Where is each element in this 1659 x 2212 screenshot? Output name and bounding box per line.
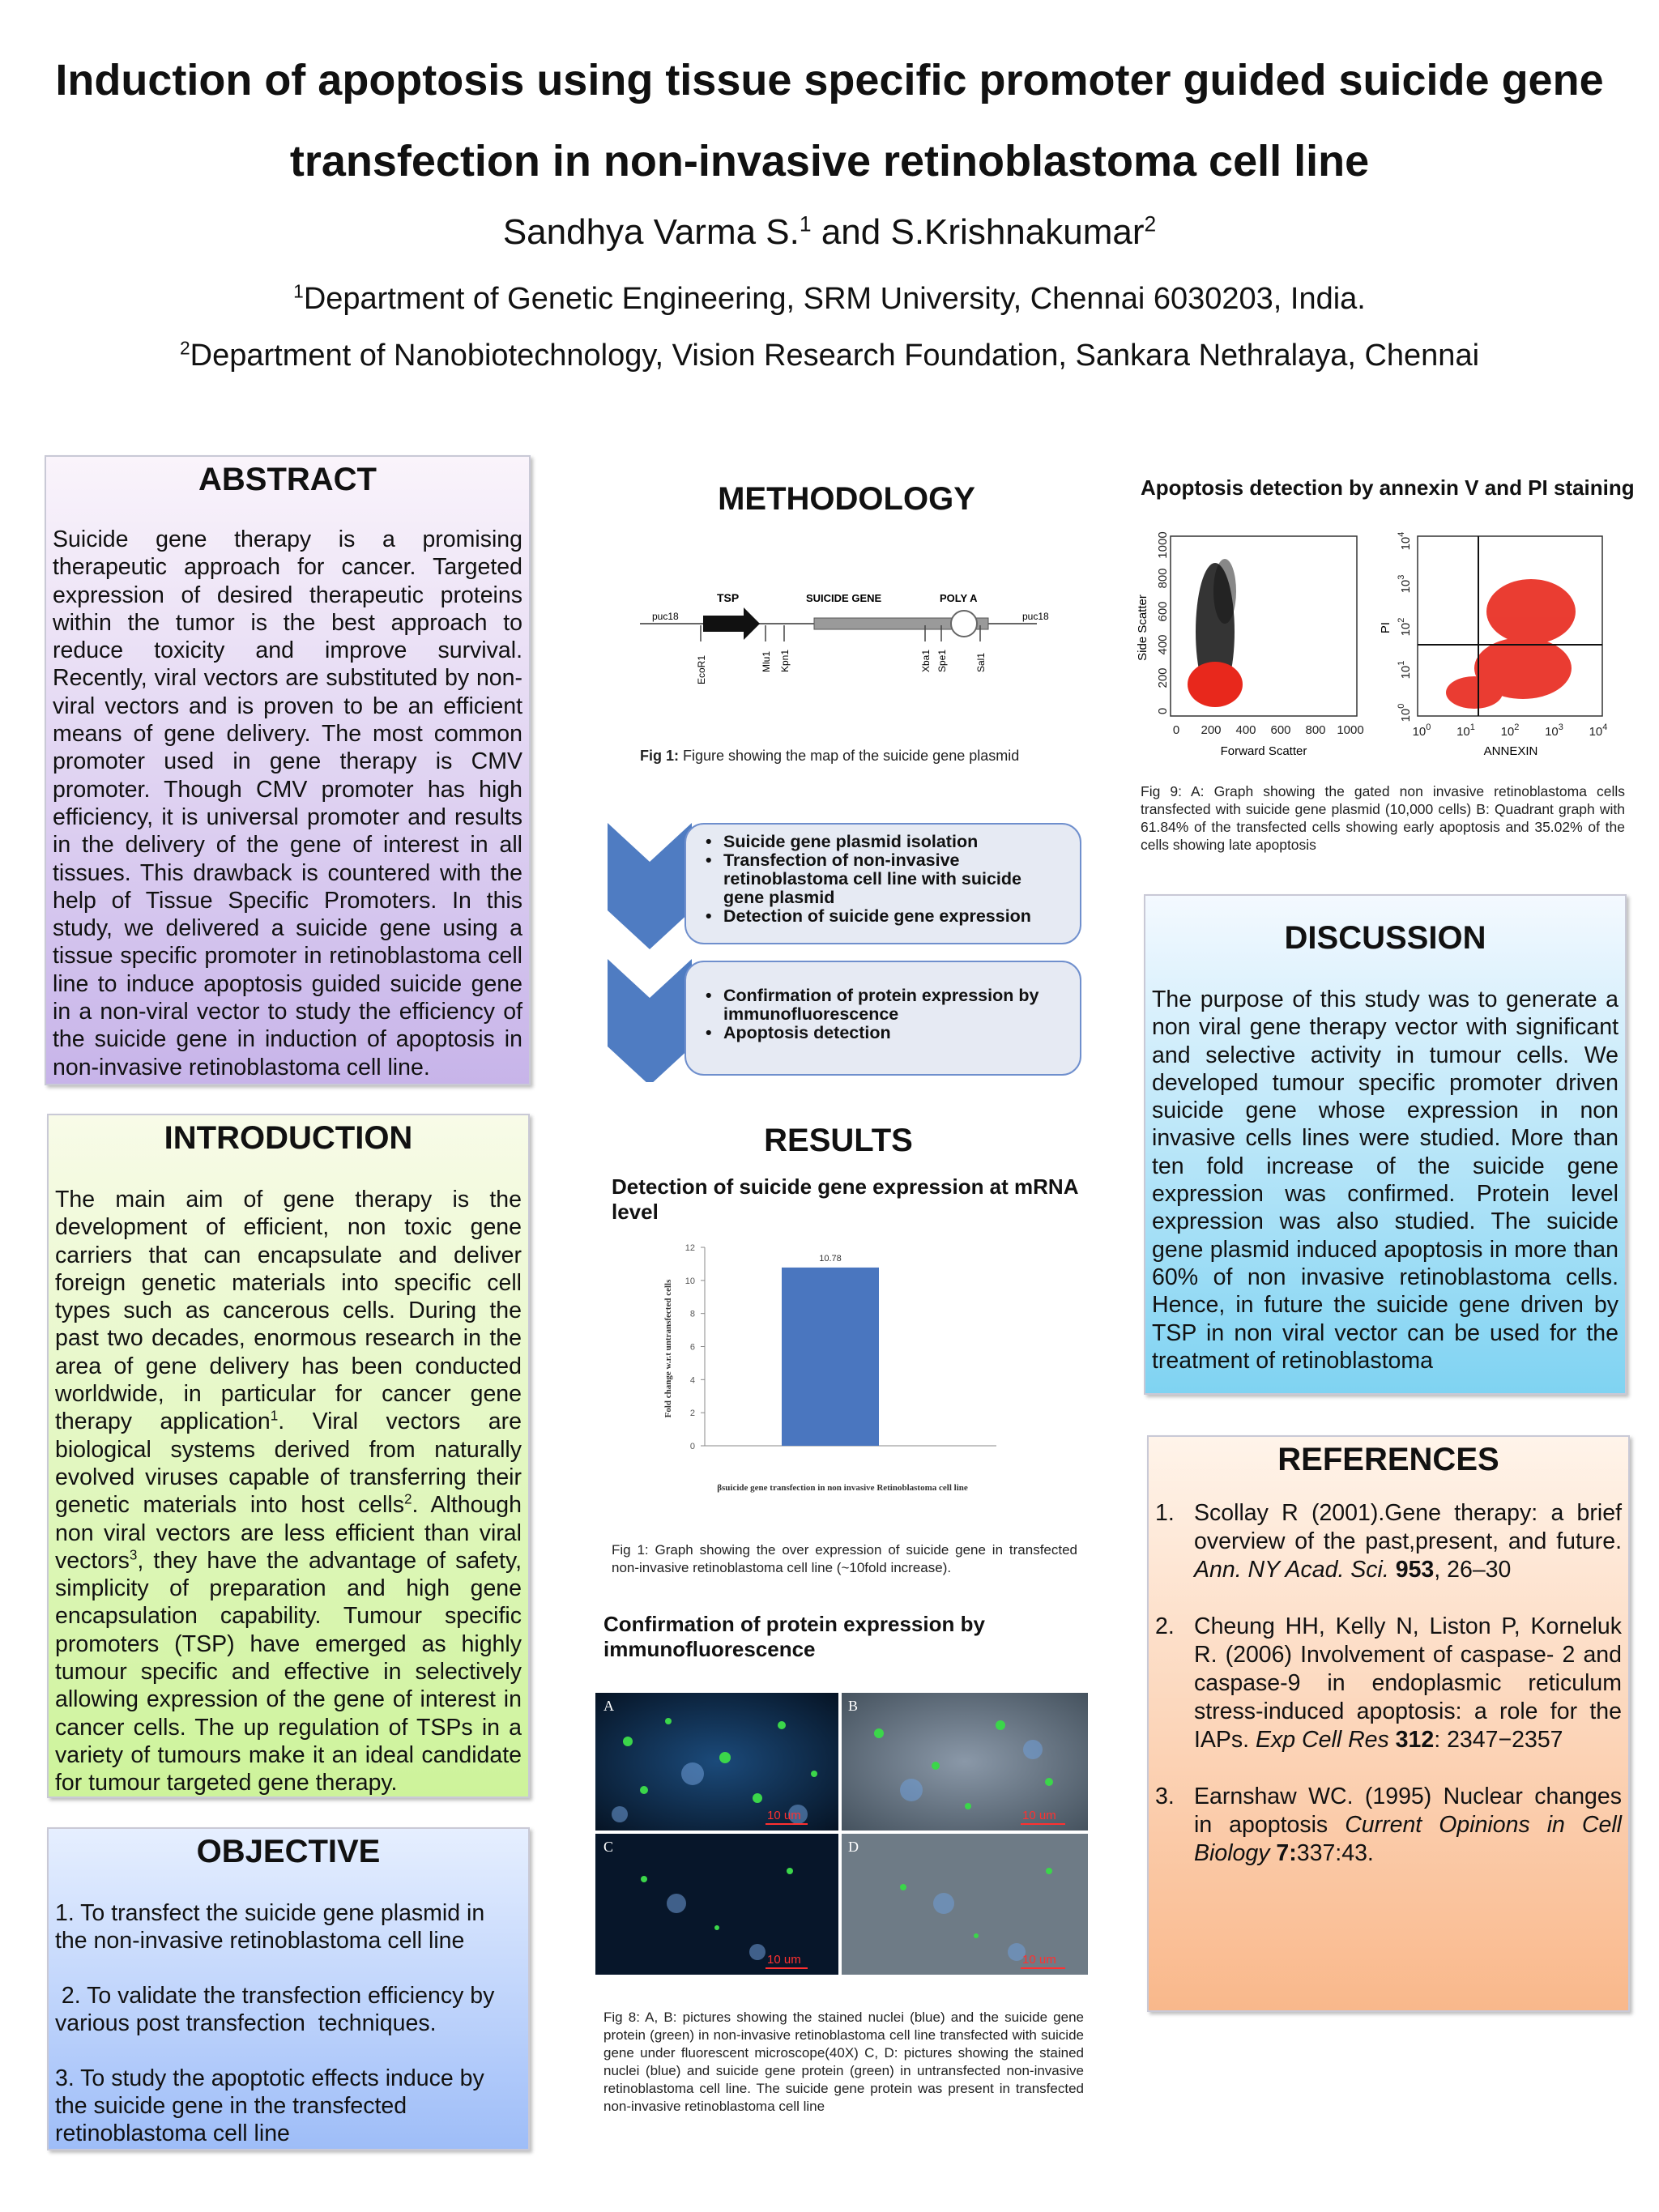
site-ecor1: EcoR1 — [696, 654, 707, 684]
intro-ref-2: 2 — [403, 1491, 412, 1507]
bar-data-label: 10.78 — [819, 1253, 842, 1264]
results-heading: RESULTS — [764, 1123, 913, 1158]
plot-a-y-tick: 600 — [1156, 601, 1170, 622]
intro-ref-3: 3 — [129, 1547, 138, 1563]
bar-y-tick-label: 2 — [689, 1409, 695, 1419]
bar-y-tick-label: 10 — [684, 1276, 695, 1286]
abstract-heading: ABSTRACT — [198, 462, 377, 497]
panel-c — [595, 1834, 838, 1975]
chevron-2 — [608, 959, 692, 1082]
introduction-text — [55, 1186, 522, 1797]
chevron-1 — [608, 823, 692, 949]
if-panels-svg — [595, 1693, 1088, 1975]
author-2: S.Krishnakumar — [890, 212, 1145, 252]
scale-c: 10 um — [767, 1953, 801, 1967]
author-and: and — [821, 212, 881, 252]
bar-y-tick-label: 0 — [689, 1442, 695, 1451]
plot-b-y-tick: $10^1$ — [1397, 660, 1413, 680]
affiliation-2-sup: 2 — [179, 337, 190, 359]
plot-b-x-tick: $10^3$ — [1545, 722, 1563, 739]
references-heading: REFERENCES — [1277, 1442, 1499, 1477]
flow2-item-2: • Apoptosis detection — [706, 1024, 1067, 1042]
plot-a-x-tick: 1000 — [1337, 723, 1364, 737]
scale-a: 10 um — [767, 1809, 801, 1822]
label-tsp: TSP — [717, 591, 740, 604]
scale-b: 10 um — [1022, 1809, 1056, 1822]
bar-y-tick-label: 12 — [684, 1243, 695, 1253]
reference-1-volume: 953 — [1388, 1557, 1435, 1583]
plot-b-x-tick: $10^0$ — [1412, 722, 1431, 739]
author-1: Sandhya Varma S. — [502, 212, 800, 252]
label-puc-left: puc18 — [652, 611, 679, 622]
intro-part-4: , they have the advantage of safety, simplicity of preparation and high gene encapsulation capability. Tumour specific promoters (TSP) have emerged as highly tumour specific and effective in selectively allowing expression of the gene of interest in cancer cells. The up regulation of TSPs in a variety of tumours make it an ideal candidate for tumour targeted gene therapy. — [55, 1547, 522, 1796]
bar-chart — [624, 1239, 1013, 1507]
fig9-caption: Fig 9: A: Graph showing the gated non invasive retinoblastoma cells transfected with suicide gene plasmid (10,000 cells) B: Quadrant graph with 61.84% of the transfected cells showing early apoptosis and 35.02% of the cells showing late apoptosis — [1141, 783, 1625, 853]
fig8-caption: Fig 8: A, B: pictures showing the stained nuclei (blue) and the suicide gene protein (green) in non-invasive retinoblastoma cell line transfected with suicide gene under fluorescent microscope(40X) C, D: pictures showing the stained nuclei (blue) and suicide gene protein (green) in untransfected non-invasive retinoblastoma cell line. The suicide gene protein was present in transfected non-invasive retinoblastoma cell line — [603, 2010, 1084, 2114]
plot-b-y-tick: $10^4$ — [1397, 531, 1413, 551]
reference-1-pages: , 26–30 — [1434, 1557, 1512, 1583]
intro-part-1: The main aim of gene therapy is the development of efficient, non toxic gene carriers that can encapsulate and deliver foreign genetic materials into specific cell types such as cancerous cells. During the past two decades, enormous research in the area of gene delivery has been conducted worldwide, in particular for cancer gene therapy application — [55, 1187, 522, 1435]
bar-y-tick-label: 6 — [689, 1342, 695, 1353]
affiliation-2 — [0, 339, 1659, 373]
intro-ref-1: 1 — [270, 1408, 279, 1424]
bar-y-label: Fold change w.r.t untransfected cells — [663, 1279, 673, 1418]
abstract-section — [45, 455, 531, 1085]
plasmid-map — [640, 583, 1077, 697]
plot-a-x-tick: 400 — [1235, 723, 1256, 737]
immunofluorescence-figure — [595, 1693, 1088, 1975]
plot-b-xlabel: ANNEXIN — [1483, 744, 1538, 758]
plot-a-y-tick: 1000 — [1156, 531, 1170, 559]
poster-title-line2: transfection in non-invasive retinoblastoma cell line — [289, 137, 1370, 185]
bar-y-tick-label: 4 — [689, 1375, 695, 1386]
affiliation-2-text: Department of Nanobiotechnology, Vision Research Foundation, Sankara Nethralaya, Chennai — [190, 339, 1480, 373]
poly-a-circle — [951, 611, 977, 637]
panel-d-label: D — [848, 1839, 859, 1855]
plot-a-y-tick: 200 — [1156, 667, 1170, 688]
site-sal1: Sal1 — [975, 652, 987, 672]
plot-a-y-tick: 400 — [1156, 634, 1170, 655]
reference-3-journal: Current Opinions in Cell Biology — [1194, 1812, 1622, 1866]
reference-3 — [1155, 1783, 1622, 1868]
reference-1-num: 1. — [1155, 1500, 1175, 1526]
discussion-text: The purpose of this study was to generate a non viral gene therapy vector with significant and selective activity in tumour cells. We developed tumour specific promoter driven suicide gene whose expression in non invasive cells lines were studied. More than ten fold increase of the suicide gene expression was confirmed. Protein level expression was also studied. The suicide gene plasmid induced apoptosis in more than 60% of non invasive retinoblastoma cells. Hence, in future the suicide gene driven by TSP in non viral vector can be used for the treatment of retinoblastoma — [1152, 987, 1618, 1374]
reference-2 — [1155, 1613, 1622, 1754]
reference-3-volume: 7: — [1269, 1840, 1297, 1866]
reference-1-text: Scollay R (2001).Gene therapy: a brief overview of the past,present, and future. — [1194, 1500, 1622, 1554]
reference-2-text: Cheung HH, Kelly N, Liston P, Korneluk R. (2006) Involvement of caspase- 2 and caspase-9 in endoplasmic reticulum stress-induced apoptosis: a role for the IAPs. — [1194, 1613, 1622, 1753]
plot-b-ylabel: PI — [1379, 621, 1392, 634]
bar-x-label: βsuicide gene transfection in non invasive Retinoblastoma cell line — [717, 1483, 968, 1493]
site-xba1: Xba1 — [920, 649, 932, 672]
flow-step-2 — [684, 961, 1081, 1076]
plot-a-gated-population — [1188, 662, 1243, 707]
plot-b-x-tick: $10^2$ — [1500, 722, 1520, 739]
reference-2-journal: Exp Cell Res — [1256, 1727, 1389, 1753]
intro-part-3: . Although non viral vectors are less efficient than viral vectors — [55, 1492, 522, 1574]
mrna-title: Detection of suicide gene expression at mRNA level — [612, 1174, 1078, 1224]
plot-b-x-tick: $10^4$ — [1589, 722, 1608, 739]
tsp-arrow — [703, 607, 760, 640]
intro-part-2: . Viral vectors are biological systems derived from naturally evolved viruses capable of transferring their genetic materials into host cells — [55, 1409, 522, 1519]
reference-1 — [1155, 1499, 1622, 1584]
discussion-section — [1144, 894, 1627, 1395]
methodology-heading: METHODOLOGY — [718, 481, 975, 517]
reference-2-pages: : 2347−2357 — [1434, 1727, 1563, 1753]
flow-step-1 — [684, 823, 1081, 944]
scale-d: 10 um — [1022, 1953, 1056, 1967]
plot-b-y-tick: $10^3$ — [1397, 574, 1413, 594]
reference-2-num: 2. — [1155, 1613, 1175, 1639]
bar-y-tick-label: 8 — [689, 1309, 695, 1319]
label-suicide-gene: SUICIDE GENE — [806, 592, 882, 604]
objective-item-1: 1. To transfect the suicide gene plasmid in the non-invasive retinoblastoma cell line — [55, 1900, 485, 1954]
plot-a-xlabel: Forward Scatter — [1220, 744, 1307, 758]
affiliation-1 — [0, 282, 1659, 317]
fig1-caption-text: Figure showing the map of the suicide gene plasmid — [679, 748, 1020, 764]
flow-cytometry-plots — [1134, 526, 1636, 769]
discussion-heading: DISCUSSION — [1284, 920, 1486, 956]
affiliation-1-sup: 1 — [293, 280, 304, 302]
plot-b-x-tick: $10^1$ — [1456, 722, 1475, 739]
abstract-text: Suicide gene therapy is a promising therapeutic approach for cancer. Targeted expression of desired therapeutic proteins within the tumor is the best approach to reduce toxicity and improve survival. Recently, viral vectors are substituted by non-viral vectors and is proven to be an efficient means of gene delivery. The most common promoter used in gene therapy is CMV promoter. Though CMV promoter has high efficiency, it is universal promoter and results in the delivery of the gene of interest in all tissues. This drawback is countered with the help of Tissue Specific Promoters. In this study, we delivered a suicide gene using a tissue specific promoter in retinoblastoma cell line to induce apoptosis guided suicide gene in a non-viral vector to study the efficiency of the suicide gene in induction of apoptosis in non-invasive retinoblastoma cell line. — [53, 526, 522, 1080]
flow2-item-1: • Confirmation of protein expression by immunofluorescence — [706, 987, 1067, 1024]
plot-a-x-tick: 200 — [1201, 723, 1222, 737]
plot-a-ylabel: Side Scatter — [1136, 595, 1149, 661]
label-poly-a: POLY A — [940, 592, 978, 604]
site-kpn1: Kpn1 — [779, 649, 791, 672]
introduction-heading: INTRODUCTION — [164, 1120, 413, 1156]
plot-a-y-tick: 0 — [1156, 707, 1170, 715]
authors — [0, 212, 1659, 253]
fig1-caption-bold: Fig 1: — [640, 748, 679, 764]
objective-heading: OBJECTIVE — [196, 1834, 381, 1869]
flow-chevrons — [608, 823, 697, 1082]
site-mlu1: Mlu1 — [761, 650, 772, 672]
references-section — [1147, 1435, 1630, 2012]
introduction-section — [47, 1114, 530, 1798]
reference-3-num: 3. — [1155, 1784, 1175, 1809]
plot-b-y-tick: $10^0$ — [1397, 703, 1413, 722]
objective-item-3: 3. To study the apoptotic effects induce by the suicide gene in the transfected retinoblastoma cell line — [55, 2065, 484, 2146]
if-title: Confirmation of protein expression by immunofluorescence — [603, 1612, 985, 1661]
affiliation-1-text: Department of Genetic Engineering, SRM University, Chennai 6030203, India. — [303, 282, 1366, 316]
poster-title-line1: Induction of apoptosis using tissue specific promoter guided suicide gene — [55, 56, 1604, 104]
plot-b-y-tick: $10^2$ — [1397, 617, 1413, 637]
site-spe1: Spe1 — [936, 649, 948, 672]
plot-a-y-tick: 800 — [1156, 568, 1170, 589]
panel-c-label: C — [603, 1839, 614, 1855]
plot-a-x-tick: 0 — [1172, 723, 1180, 737]
flow1-item-2: • Transfection of non-invasive retinoblastoma cell line with suicide gene plasmid — [706, 851, 1067, 907]
bar-caption: Fig 1: Graph showing the over expression of suicide gene in transfected non-invasive retinoblastoma cell line (~10fold increase). — [612, 1542, 1077, 1575]
flow1-item-1: • Suicide gene plasmid isolation — [706, 833, 1067, 851]
reference-1-journal: Ann. NY Acad. Sci. — [1194, 1557, 1389, 1583]
bar-value — [782, 1268, 879, 1446]
panel-a-label: A — [603, 1698, 614, 1714]
flow1-item-3: • Detection of suicide gene expression — [706, 907, 1067, 926]
panel-b-label: B — [848, 1698, 859, 1714]
plot-a-x-tick: 600 — [1270, 723, 1291, 737]
fig1-caption — [640, 747, 1094, 765]
reference-3-pages: 337:43. — [1296, 1840, 1374, 1866]
objective-section — [47, 1827, 530, 2150]
plot-a-x-tick: 800 — [1305, 723, 1326, 737]
label-puc-right: puc18 — [1022, 611, 1049, 622]
objective-item-2: 2. To validate the transfection efficiency by various post transfection techniques. — [55, 1983, 501, 2036]
author-1-sup: 1 — [799, 211, 812, 237]
reference-2-volume: 312 — [1388, 1727, 1435, 1753]
author-2-sup: 2 — [1144, 211, 1157, 237]
reference-3-text: Earnshaw WC. (1995) Nuclear changes in apoptosis — [1194, 1784, 1622, 1838]
apoptosis-title: Apoptosis detection by annexin V and PI staining — [1141, 475, 1635, 500]
